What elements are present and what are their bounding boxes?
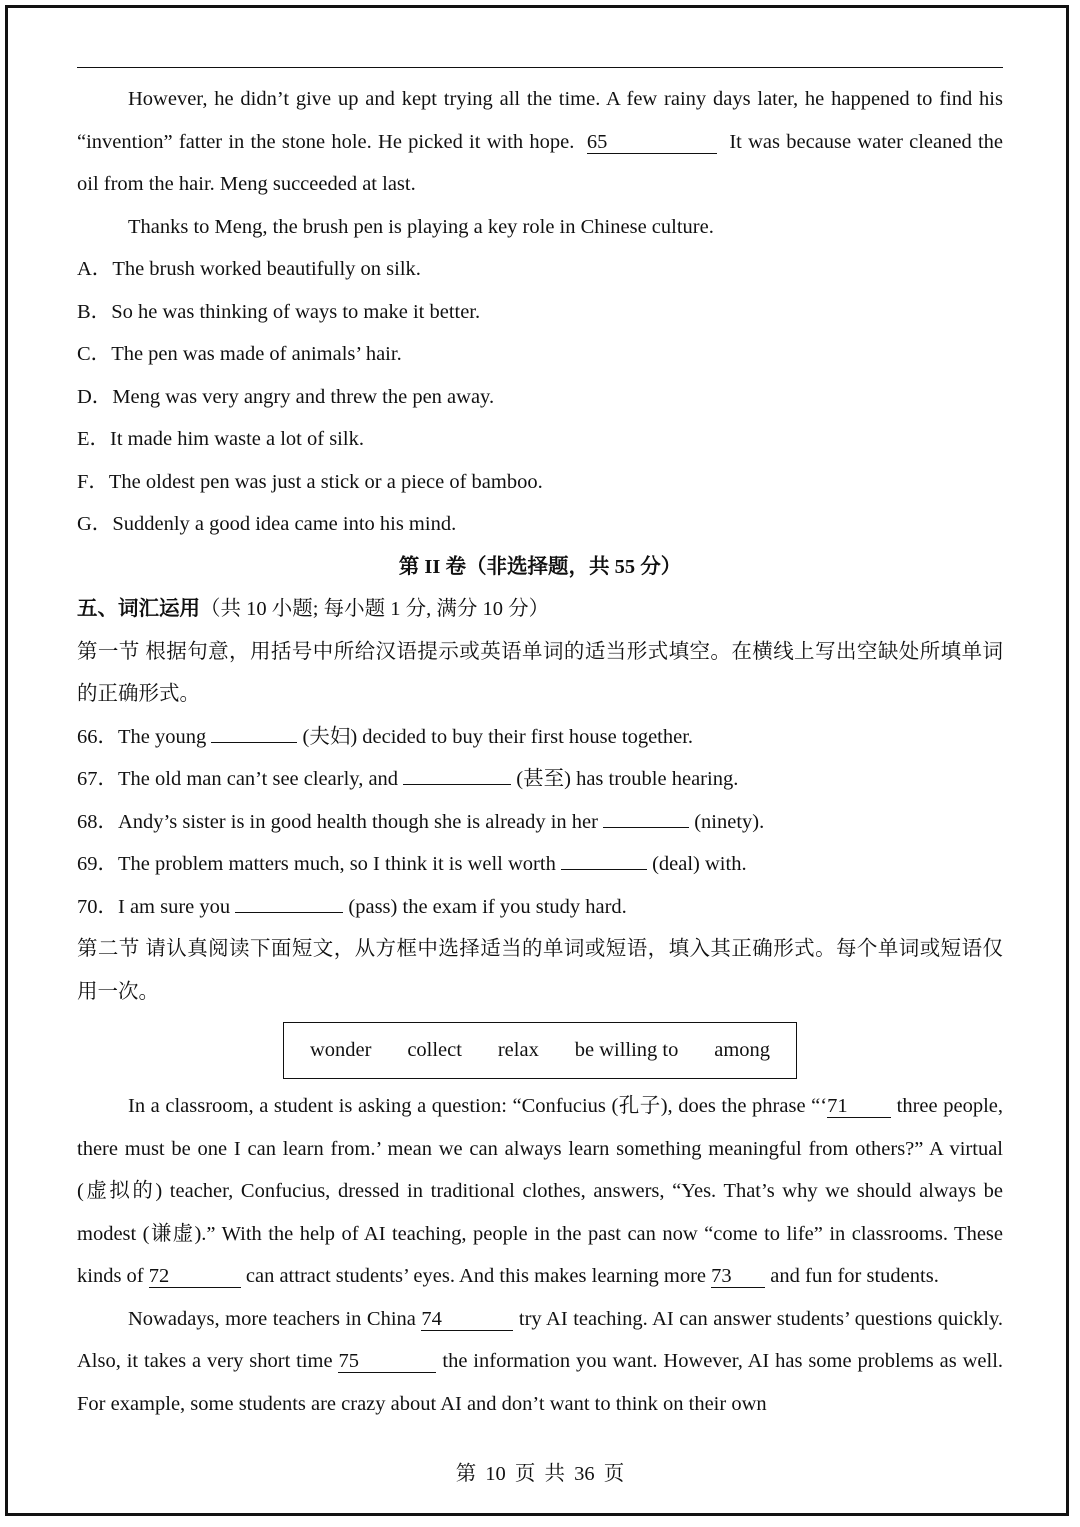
part1-instruction: 第一节 根据句意，用括号中所给汉语提示或英语单词的适当形式填空。在横线上写出空缺处所填单词的正确形式。 bbox=[77, 640, 1003, 705]
question-67: 67．The old man can’t see clearly, and (甚至) has trouble hearing. bbox=[77, 768, 739, 790]
word-option: relax bbox=[497, 1039, 539, 1062]
questions-list bbox=[77, 716, 1003, 929]
option-item: C．The pen was made of animals’ hair. bbox=[77, 343, 402, 365]
blank-73[interactable]: 73 bbox=[711, 1265, 765, 1288]
word-option: be willing to bbox=[574, 1039, 679, 1062]
answer-blank[interactable] bbox=[603, 827, 689, 828]
answer-blank[interactable] bbox=[403, 784, 511, 785]
section-heading: 五、词汇运用（共 10 小题; 每小题 1 分, 满分 10 分） bbox=[77, 598, 550, 620]
word-option: among bbox=[714, 1039, 771, 1062]
option-item: F．The oldest pen was just a stick or a piece of bamboo. bbox=[77, 470, 543, 493]
page-footer: 第 10 页 共 36 页 bbox=[455, 1463, 625, 1485]
passage-paragraph: Thanks to Meng, the brush pen is playing a key role in Chinese culture. bbox=[128, 215, 714, 238]
blank-65[interactable]: 65 bbox=[587, 131, 717, 154]
option-item: D．Meng was very angry and threw the pen away. bbox=[77, 385, 495, 408]
passage-paragraph: However, he didn’t give up and kept trying all the time. A few rainy days later, he happened to find his “invention” fatter in the stone hole. He picked it with hope. 65 It was because water cleaned the oil from the hair. Meng succeeded at last. bbox=[77, 88, 1004, 195]
word-option: collect bbox=[407, 1039, 462, 1062]
option-item: A．The brush worked beautifully on silk. bbox=[77, 258, 421, 280]
blank-71[interactable]: 71 bbox=[827, 1095, 891, 1118]
question-69: 69．The problem matters much, so I think it is well worth (deal) with. bbox=[77, 853, 747, 875]
option-item: E．It made him waste a lot of silk. bbox=[77, 428, 364, 450]
options-list bbox=[77, 248, 1003, 546]
question-68: 68．Andy’s sister is in good health though she is already in her (ninety). bbox=[77, 810, 765, 833]
blank-72[interactable]: 72 bbox=[149, 1265, 241, 1288]
answer-blank[interactable] bbox=[211, 742, 297, 743]
option-item: B．So he was thinking of ways to make it better. bbox=[77, 300, 481, 323]
blank-74[interactable]: 74 bbox=[421, 1308, 513, 1331]
option-item: G．Suddenly a good idea came into his mind. bbox=[77, 513, 457, 535]
word-option: wonder bbox=[309, 1039, 372, 1062]
part2-instruction: 第二节 请认真阅读下面短文，从方框中选择适当的单词或短语，填入其正确形式。每个单词或短语仅用一次。 bbox=[77, 938, 1003, 1003]
answer-blank[interactable] bbox=[235, 912, 343, 913]
page-content bbox=[77, 78, 1003, 1425]
word-box bbox=[283, 1022, 797, 1079]
passage2-paragraph: In a classroom, a student is asking a question: “Confucius (孔子), does the phrase “‘71 three people, there must be one I can learn from.’ mean we can always learn something meaningful from others?” A virtual (虚拟的) teacher, Confucius, dressed in traditional clothes, answers, “Yes. That’s why we should always be modest (谦虚).” With the help of AI teaching, people in the past can now “come to life” in classrooms. These kinds of 72 can attract students’ eyes. And this makes learning more 73 and fun for students. bbox=[77, 1095, 1003, 1287]
passage2-paragraph: Nowadays, more teachers in China 74 try AI teaching. AI can answer students’ questions quickly. Also, it takes a very short time 75 the information you want. However, AI has some problems as well. For example, some students are crazy about AI and don’t want to think on their own bbox=[77, 1307, 1004, 1415]
question-70: 70．I am sure you (pass) the exam if you study hard. bbox=[77, 895, 627, 918]
volume-title: 第 II 卷（非选择题，共 55 分） bbox=[398, 555, 682, 578]
answer-blank[interactable] bbox=[561, 869, 647, 870]
blank-75[interactable]: 75 bbox=[338, 1350, 436, 1373]
header-rule bbox=[77, 67, 1003, 68]
question-66: 66．The young (夫妇) decided to buy their first house together. bbox=[77, 725, 694, 748]
